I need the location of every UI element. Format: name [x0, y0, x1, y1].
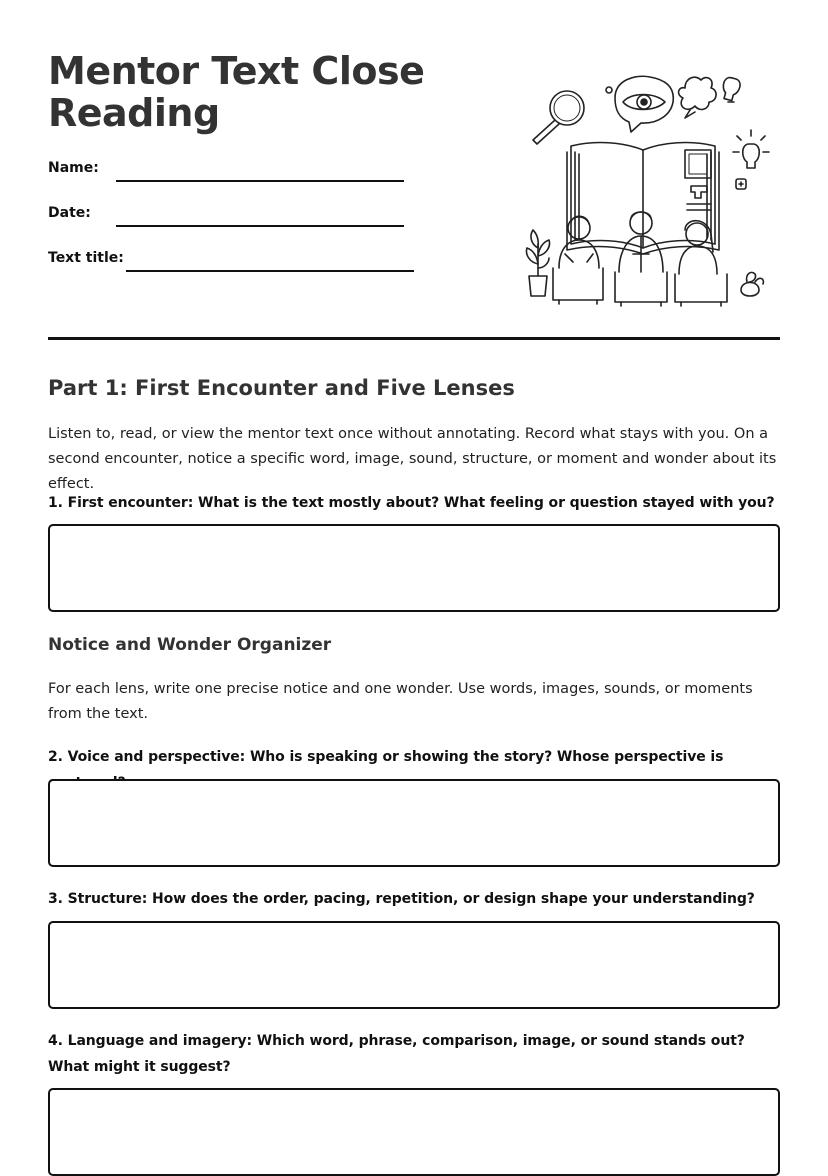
reading-book-illustration-icon	[515, 68, 770, 308]
date-field[interactable]	[48, 205, 408, 229]
question-1: 1. First encounter: What is the text mostly about? What feeling or question stayed with you?	[48, 495, 775, 511]
name-field[interactable]	[48, 160, 408, 184]
organizer-heading: Notice and Wonder Organizer	[48, 635, 332, 655]
name-line[interactable]	[116, 180, 404, 182]
part1-heading: Part 1: First Encounter and Five Lenses	[48, 376, 515, 400]
question-4: 4. Language and imagery: Which word, phrase, comparison, image, or sound stands out? What might it suggest?	[48, 1033, 745, 1075]
text-title-line[interactable]	[126, 270, 414, 272]
page-title: Mentor Text Close Reading	[48, 49, 425, 135]
answer-box-3[interactable]	[48, 921, 780, 1009]
answer-box-1[interactable]	[48, 524, 780, 612]
text-title-label: Text title:	[48, 250, 124, 266]
organizer-intro: For each lens, write one precise notice and one wonder. Use words, images, sounds, or moments from the text.	[48, 681, 753, 722]
part1-intro: Listen to, read, or view the mentor text once without annotating. Record what stays with you. On a second encounter, notice a specific word, image, sound, structure, or moment and wonder about its effect.	[48, 426, 777, 492]
header-divider	[48, 337, 780, 340]
question-3: 3. Structure: How does the order, pacing, repetition, or design shape your understanding?	[48, 891, 755, 907]
answer-box-2[interactable]	[48, 779, 780, 867]
date-label: Date:	[48, 205, 91, 221]
name-label: Name:	[48, 160, 99, 176]
text-title-field[interactable]	[48, 250, 418, 274]
answer-box-4[interactable]	[48, 1088, 780, 1176]
date-line[interactable]	[116, 225, 404, 227]
question-2: 2. Voice and perspective: Who is speaking or showing the story? Whose perspective is	[48, 749, 724, 765]
